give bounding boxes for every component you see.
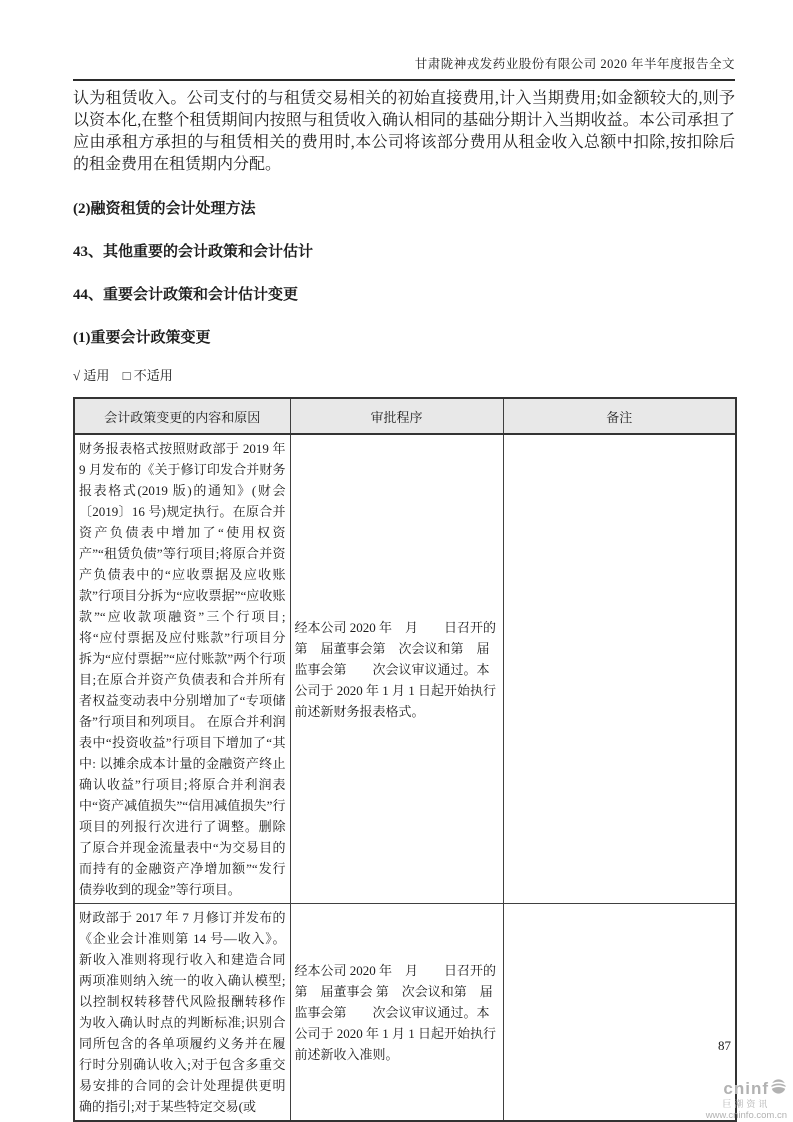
heading-43-other-policies: 43、其他重要的会计政策和会计估计 <box>73 244 314 260</box>
column-header-note: 备注 <box>503 398 736 434</box>
row1-approval-cell: 经本公司 2020 年 月 日召开的第 届董事会第 次会议和第 届监事会第 次会议审议通过。本公司于 2020 年 1 月 1 日起开始执行前述新财务报表格式。 <box>290 434 503 904</box>
heading-44-policy-estimate-changes: 44、重要会计政策和会计估计变更 <box>73 287 299 303</box>
table-row <box>74 434 736 904</box>
cninfo-brand-text: cninf <box>723 1078 769 1098</box>
cninfo-brand-line <box>706 1078 787 1100</box>
report-title: 甘肃陇神戎发药业股份有限公司 2020 年半年度报告全文 <box>414 57 735 71</box>
applicability-line <box>73 365 735 384</box>
not-applicable-option: □ 不适用 <box>122 368 173 383</box>
table-header-row <box>74 398 736 434</box>
lease-income-paragraph: 认为租赁收入。公司支付的与租赁交易相关的初始直接费用,计入当期费用;如金额较大的,则予以资本化,在整个租赁期间内按照与租赁收入确认相同的基础分期计入当期收益。本公司承担了应由承租方承担的与租赁相关的费用时,本公司将该部分费用从租金收入总额中扣除,按扣除后的租金费用在租赁期内分配。 <box>73 90 735 173</box>
column-header-approval-procedure: 审批程序 <box>290 398 503 434</box>
applicable-checked-option: √ 适用 <box>73 368 110 383</box>
page-number: 87 <box>718 1038 731 1053</box>
cninfo-url: www.cninfo.com.cn <box>705 1109 787 1121</box>
cninfo-tagline: 巨潮资讯 <box>722 1098 771 1109</box>
column-header-content-reason: 会计政策变更的内容和原因 <box>74 398 290 434</box>
page-content <box>73 88 735 1122</box>
heading-finance-lease: (2)融资租赁的会计处理方法 <box>73 201 256 217</box>
row2-content-cell: 财政部于 2017 年 7 月修订并发布的《企业会计准则第 14 号—收入》。新收入准则将现行收入和建造合同两项准则纳入统一的收入确认模型;以控制权转移替代风险报酬转移作为收入确认时点的判断标准;识别合同所包含的各单项履约义务并在履行时分别确认收入;对于包含多重交易安排的合同的会计处理提供更明确的指引;对于某些特定交易(或 <box>74 904 290 1122</box>
cninfo-logo <box>706 1078 787 1121</box>
row1-content-cell: 财务报表格式按照财政部于 2019 年 9 月发布的《关于修订印发合并财务报表格式(2019 版)的通知》(财会〔2019〕16 号)规定执行。在原合并资产负债表中增加了“使用权资产”“租赁负债”等行项目;将原合并资产负债表中的“应收票据及应收账款”行项目分拆为“应收票据”“应收账款”“应收款项融资”三个行项目;将“应付票据及应付账款”行项目分拆为“应付票据”“应付账款”两个行项目;在原合并资产负债表和合并所有者权益变动表中分别增加了“专项储备”行项目和列项目。 在原合并利润表中“投资收益”行项目下增加了“其中: 以摊余成本计量的金融资产终止确认收益”行项目;将原合并利润表中“资产减值损失”“信用减值损失”行项目的列报行次进行了调整。删除了原合并现金流量表中“为交易目的而持有的金融资产净增加额”“发行债券收到的现金”等行项目。 <box>74 434 290 904</box>
page-header <box>73 54 735 81</box>
heading-important-policy-change: (1)重要会计政策变更 <box>73 330 211 346</box>
cninfo-swirl-icon <box>770 1078 787 1100</box>
policy-change-table <box>73 397 737 1122</box>
row2-approval-cell: 经本公司 2020 年 月 日召开的第 届董事会 第 次会议和第 届监事会第 次会议审议通过。本公司于 2020 年 1 月 1 日起开始执行前述新收入准则。 <box>290 904 503 1122</box>
row1-note-cell <box>503 434 736 904</box>
table-row <box>74 904 736 1122</box>
row2-note-cell <box>503 904 736 1122</box>
